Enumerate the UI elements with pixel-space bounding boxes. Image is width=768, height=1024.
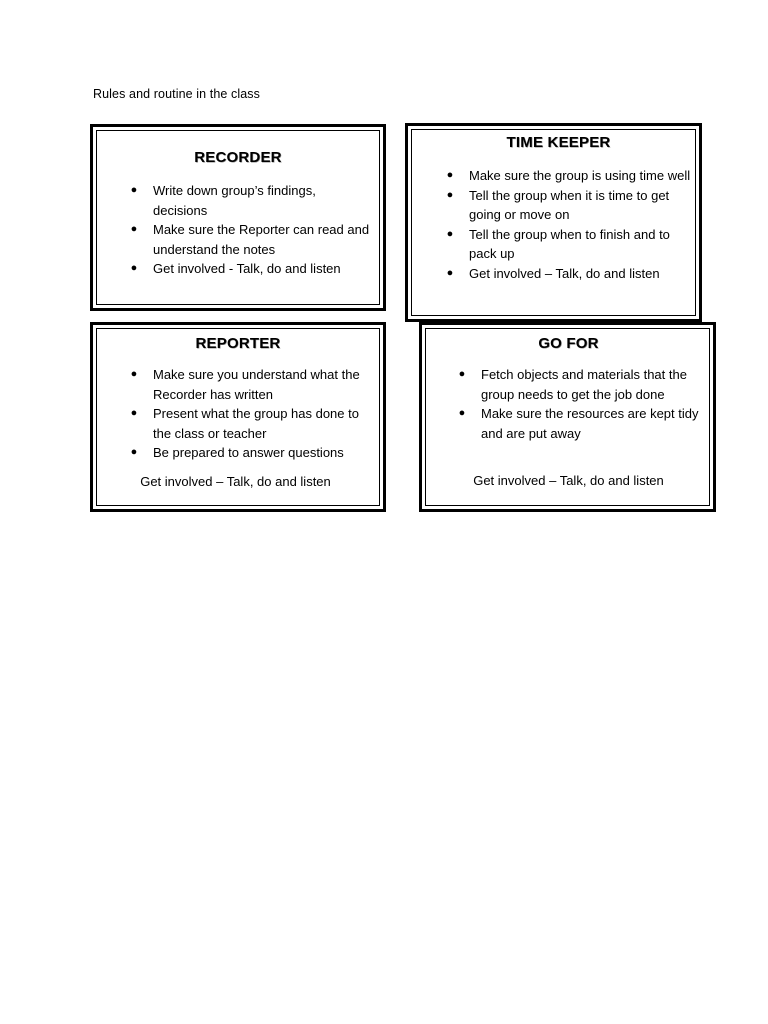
list-item-text: Get involved - Talk, do and listen (153, 261, 341, 276)
reporter-card (90, 322, 386, 512)
bullet-icon: ● (130, 368, 138, 380)
list-item (455, 365, 703, 404)
bullet-icon: ● (130, 184, 138, 196)
list-item-text: Make sure the resources are kept tidy and are put away (481, 406, 699, 441)
bullet-icon: ● (130, 446, 138, 458)
list-item (443, 225, 691, 264)
page-heading: Rules and routine in the class (93, 87, 260, 101)
list-item (127, 259, 371, 279)
bullet-icon: ● (130, 223, 138, 235)
reporter-list (127, 365, 373, 463)
list-item (443, 166, 691, 186)
list-item-text: Make sure you understand what the Recorder has written (153, 367, 360, 402)
list-item (127, 365, 373, 404)
list-item (443, 264, 691, 284)
list-item-text: Present what the group has done to the class or teacher (153, 406, 359, 441)
reporter-footer: Get involved – Talk, do and listen (140, 474, 331, 489)
bullet-icon: ● (446, 169, 454, 181)
timekeeper-title: TIME KEEPER (506, 134, 611, 151)
bullet-icon: ● (130, 262, 138, 274)
bullet-icon: ● (446, 227, 454, 240)
list-item (127, 443, 373, 463)
list-item-text: Write down group’s findings, decisions (153, 183, 316, 218)
list-item-text: Make sure the group is using time well (469, 168, 691, 183)
gofor-card (419, 322, 716, 512)
timekeeper-list (443, 166, 691, 283)
list-item-text: Tell the group when to finish and to pack up (469, 226, 670, 261)
bullet-icon: ● (458, 407, 466, 419)
recorder-list (127, 181, 371, 279)
bullet-icon: ● (458, 368, 466, 380)
list-item-text: Be prepared to answer questions (153, 445, 344, 460)
list-item-text: Tell the group when it is time to get going or move on (469, 187, 670, 222)
list-item-text: Get involved – Talk, do and listen (469, 265, 660, 281)
timekeeper-card (405, 123, 702, 322)
recorder-title: RECORDER (194, 149, 282, 166)
list-item (127, 404, 373, 443)
reporter-title: REPORTER (195, 335, 281, 352)
list-item (127, 220, 371, 259)
bullet-icon: ● (446, 266, 454, 279)
list-item-text: Fetch objects and materials that the group needs to get the job done (481, 367, 687, 402)
list-item (127, 181, 371, 220)
bullet-icon: ● (130, 407, 138, 419)
gofor-title: GO FOR (538, 335, 599, 352)
gofor-list (455, 365, 703, 443)
bullet-icon: ● (446, 188, 454, 201)
list-item (443, 186, 691, 225)
recorder-card (90, 124, 386, 311)
gofor-footer: Get involved – Talk, do and listen (473, 473, 664, 488)
list-item (455, 404, 703, 443)
list-item-text: Make sure the Reporter can read and understand the notes (153, 222, 370, 257)
